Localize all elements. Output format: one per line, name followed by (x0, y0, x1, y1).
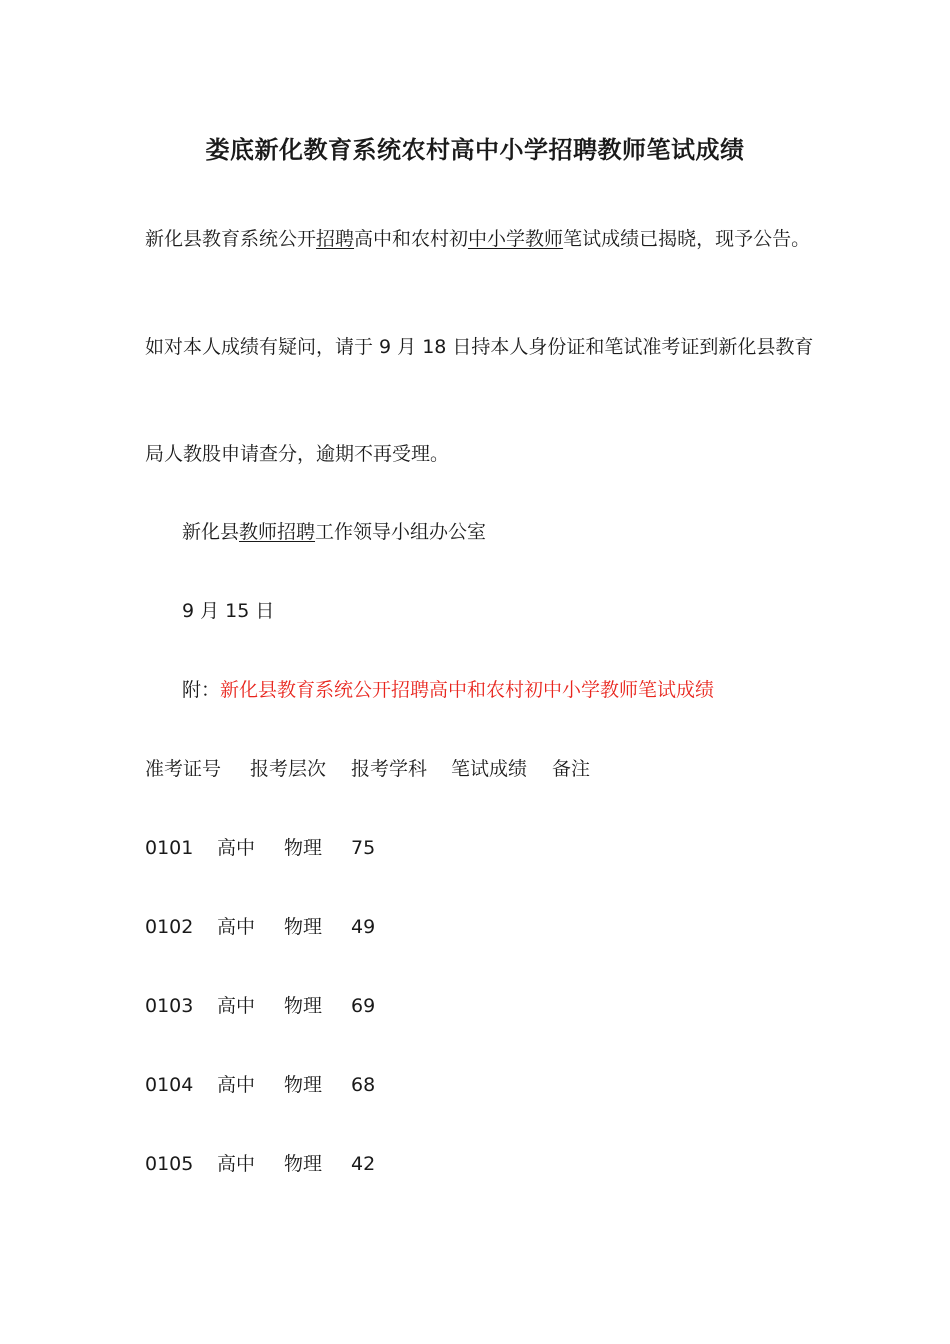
cell-exam-id: 0105 (145, 1153, 194, 1175)
cell-subject: 物理 (284, 1074, 323, 1096)
teacher-recruit-link[interactable]: 教师招聘 (239, 521, 316, 543)
cell-level: 高中 (217, 916, 256, 938)
recruit-link[interactable]: 招聘 (316, 228, 355, 250)
cell-exam-id: 0104 (145, 1074, 194, 1096)
teacher-link[interactable]: 中小学教师 (468, 228, 564, 250)
header-level: 报考层次 (250, 758, 327, 780)
cell-subject: 物理 (284, 995, 323, 1017)
signature-text-2: 工作领导小组办公室 (315, 521, 487, 543)
cell-level: 高中 (217, 1153, 256, 1175)
attachment-label: 附： (182, 679, 221, 701)
cell-score: 68 (351, 1074, 376, 1096)
intro-text-3: 笔试成绩已揭晓，现予公告。 (563, 228, 811, 250)
intro-text-1: 新化县教育系统公开 (145, 228, 317, 250)
header-exam-id: 准考证号 (145, 758, 222, 780)
table-row (145, 913, 545, 941)
cell-score: 42 (351, 1153, 376, 1175)
table-row (145, 1150, 545, 1178)
page-title: 娄底新化教育系统农村高中小学招聘教师笔试成绩 (205, 136, 745, 164)
signature-text-1: 新化县 (182, 521, 240, 543)
table-row (145, 834, 545, 862)
header-score: 笔试成绩 (451, 758, 528, 780)
cell-score: 69 (351, 995, 376, 1017)
cell-subject: 物理 (284, 837, 323, 859)
attachment-title: 新化县教育系统公开招聘高中和农村初中小学教师笔试成绩 (220, 679, 715, 701)
header-subject: 报考学科 (351, 758, 428, 780)
cell-exam-id: 0101 (145, 837, 194, 859)
date-line: 9 月 15 日 (182, 600, 275, 622)
cell-exam-id: 0103 (145, 995, 194, 1017)
table-row (145, 992, 545, 1020)
cell-exam-id: 0102 (145, 916, 194, 938)
notice-line-2: 局人教股申请查分，逾期不再受理。 (145, 443, 450, 465)
cell-subject: 物理 (284, 916, 323, 938)
cell-score: 49 (351, 916, 376, 938)
table-row (145, 1071, 545, 1099)
signature-line (182, 518, 486, 546)
cell-level: 高中 (217, 1074, 256, 1096)
cell-level: 高中 (217, 837, 256, 859)
cell-score: 75 (351, 837, 376, 859)
attachment-line (182, 676, 714, 704)
notice-line-1: 如对本人成绩有疑问，请于 9 月 18 日持本人身份证和笔试准考证到新化县教育 (145, 336, 814, 358)
cell-subject: 物理 (284, 1153, 323, 1175)
intro-text-2: 高中和农村初 (354, 228, 469, 250)
intro-paragraph (145, 225, 810, 253)
cell-level: 高中 (217, 995, 256, 1017)
header-remarks: 备注 (552, 758, 591, 780)
